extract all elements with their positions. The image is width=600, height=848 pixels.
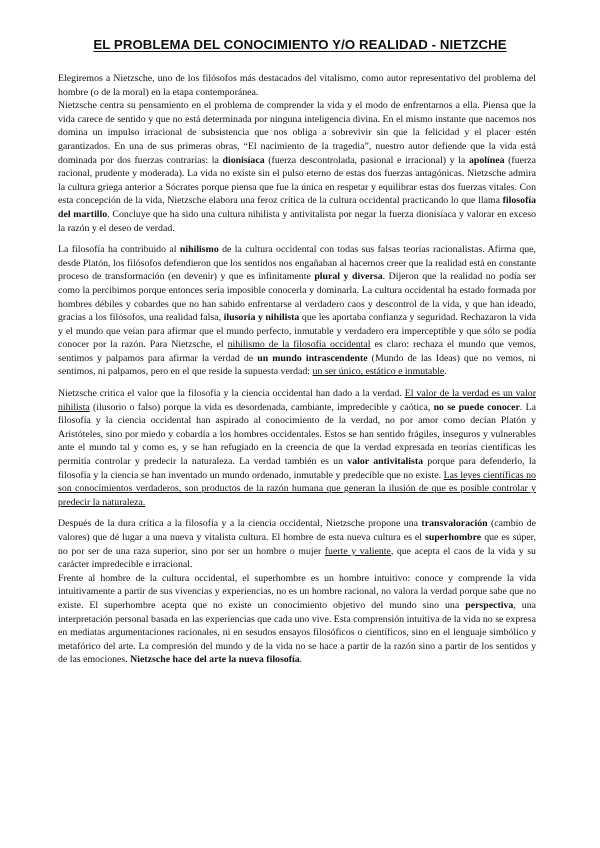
term-apolinea: apolínea [468, 154, 505, 166]
term-filosofia-martillo: filosofía del martillo [58, 195, 536, 220]
underline-valor-verdad: El valor de la verdad es un valor nihilista [58, 388, 536, 413]
underline-nihilismo-occidental: nihilismo de la filosofía occidental [227, 339, 371, 351]
document-title [0, 37, 600, 52]
term-dionisiaca: dionisíaca [222, 154, 265, 166]
term-transvaloracion: transvaloración [421, 518, 488, 530]
paragraph-verdad: Nietzsche critica el valor que la filosofía y la ciencia occidental han dado a la verdad. El valor de la verdad es un valor nihilista (ilusorio o falso) porque la vida es desordenada, cambiante, impredecible y caótica, no se puede conocer. La filosofía y la ciencia occidental han aspirado al conocimiento de la verdad, no por amor como decían Platón y Aristóteles, sino por miedo y cobardía a los hombres occidentales. Estos se han sentido frágiles, inseguros y vulnerables ante el mundo tal y como es, y se han refugiado en la creencia de que la verdad expresada en teorías científicas les permitía controlar y predecir la naturaleza. La verdad también es un valor antivitalista porque para defenderlo, la filosofía y la ciencia se han inventado un mundo ordenado, inmutable y predecible que no existe. Las leyes científicas no son conocimientos verdaderos, son productos de la razón humana que generan la ilusión de que es posible controlar y predecir la naturaleza. [58, 388, 537, 508]
term-superhombre: superhombre [425, 532, 482, 543]
underline-ser-unico: un ser único, estático e inmutable [312, 366, 445, 378]
paragraph-vida: Nietzsche centra su pensamiento en el problema de comprender la vida y el modo de enfrentarnos a ella. Piensa que la vida carece de sentido y que no está determinada por ninguna inteligencia divina. En el mismo instante que nacemos nos domina un impulso irracional de subsistencia que nos obliga a sobrevivir sin que la felicidad y el placer estén garantizados. En una de sus primeras obras, “El nacimiento de la tragedia”, nuestro autor defiende que la vida está dominada por dos fuerzas contrarias: la dionisíaca (fuerza descontrolada, pasional e irracional) y la apolínea (fuerza racional, prudente y moderada). La vida no existe sin el pulso eterno de estas dos fuerzas antagónicas. Nietzsche admira la cultura griega anterior a Sócrates porque piensa que fue la única en respetar y equilibrar estas dos fuerzas vitales. Con esta concepción de la vida, Nietzsche elabora una feroz crítica de la cultura occidental practicando lo que llama filosofía del martillo. Concluye que ha sido una cultura nihilista y antivitalista por negar la fuerza dionisíaca y valorar en exceso la razón y el deseo de verdad. [58, 100, 537, 234]
term-nihilismo: nihilismo [179, 244, 219, 256]
term-perspectiva: perspectiva [465, 599, 514, 611]
term-no-se-puede-conocer: no se puede conocer [433, 401, 520, 413]
document-title-text: EL PROBLEMA DEL CONOCIMIENTO Y/O REALIDAD - NIETZCHE [93, 37, 507, 52]
term-ilusoria-nihilista: ilusoria y nihilista [223, 312, 300, 324]
underline-fuerte-valiente: fuerte y valiente [324, 545, 391, 557]
term-valor-antivitalista: valor antivitalista [347, 456, 424, 468]
paragraph-transvaloracion: Después de la dura crítica a la filosofía y a la ciencia occidental, Nietzsche propone una transvaloración (cambio de valores) que dé lugar a una nueva y vitalista cultura. El hombre de esta nueva cultura es el superhombre que es súper, no por ser de una raza superior, sino por ser un hombre o mujer fuerte y valiente, que acepta el caos de la vida y su carácter impredecible e irracional. [58, 518, 537, 571]
paragraph-nihilismo: La filosofía ha contribuido al nihilismo de la cultura occidental con todas sus falsas teorías racionalistas. Afirma que, desde Platón, los filósofos defendieron que los sentidos nos engañaban al hacernos creer que la realidad está en constante proceso de transformación (en devenir) y que es infinitamente plural y diversa. Dijeron que la realidad no podía ser como la percibimos porque entonces sería imposible conocerla y dominarla. La cultura occidental ha estado formada por hombres débiles y cobardes que no han sabido enfrentarse al verdadero caos y descontrol de la vida, y que han ideado, gracias a los filósofos, una realidad falsa, ilusoria y nihilista que les aportaba confianza y seguridad. Rechazaron la vida y el mundo que veían para afirmar que el mundo perfecto, inmutable y verdadero era imperceptible y que sólo se podía conocer por la razón. Para Nietzsche, el nihilismo de la filosofía occidental es claro: rechaza el mundo que vemos, sentimos y palpamos para afirmar la verdad de un mundo intrascendente (Mundo de las Ideas) que no vemos, ni sentimos, ni palpamos, pero en el que reside la supuesta verdad: un ser único, estático e inmutable. [58, 244, 537, 378]
paragraph-superhombre: Frente al hombre de la cultura occidental, el superhombre es un hombre intuitivo: conoce y comprende la vida intuitivamente a partir de sus vivencias y experiencias, no es un hombre racional, no valora la verdad porque sabe que no existe. El superhombre acepta que no existe un conocimiento objetivo del mundo sino una perspectiva, una interpretación personal basada en las experiencias que cada uno vive. Esta comprensión intuitiva de la vida no se expresa en mediatas argumentaciones racionales, ni en sesudos ensayos filosóficos o científicos, sino en el lenguaje simbólico y metafórico del arte. La compresión del mundo y de la vida no se hace a partir de la razón sino a partir de los sentidos y de las emociones. Nietzsche hace del arte la nueva filosofía. [58, 572, 537, 666]
term-arte-filosofia: Nietzsche hace del arte la nueva filosofía [130, 654, 300, 666]
term-plural-diversa: plural y diversa [314, 271, 383, 283]
underline-leyes-cientificas: Las leyes científicas no son conocimientos verdaderos, son productos de la razón humana que generan la ilusión de que es posible controlar y predecir la naturaleza. [58, 469, 536, 508]
term-mundo-intrascendente: un mundo intrascendente [257, 352, 368, 364]
document-body [58, 72, 536, 667]
paragraph-intro: Elegiremos a Nietzsche, uno de los filósofos más destacados del vitalismo, como autor representativo del problema del hombre (o de la moral) en la etapa contemporánea. [58, 73, 536, 98]
